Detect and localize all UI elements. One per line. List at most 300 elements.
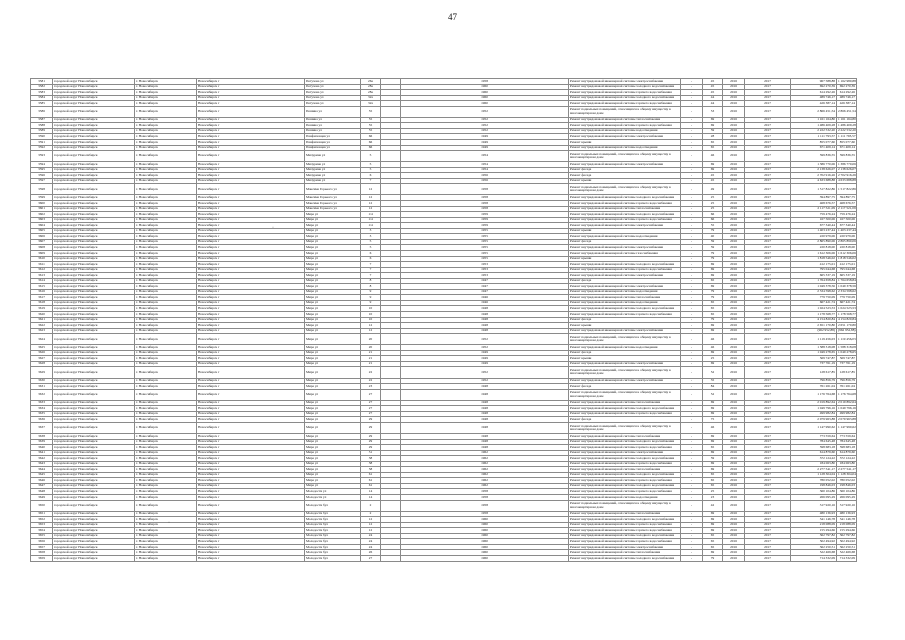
house-cell: 38 xyxy=(361,461,381,467)
city-cell: г. Новосибирск xyxy=(135,334,197,345)
table-row xyxy=(31,184,857,195)
city-cell: г. Новосибирск xyxy=(135,101,197,107)
start-year-cell: 2016 xyxy=(723,300,745,306)
end-year-cell: 2017 xyxy=(745,101,791,107)
district-cell: городской округ Новосибирск xyxy=(53,411,135,417)
house-cell: 7 xyxy=(361,262,381,268)
district-cell: городской округ Новосибирск xyxy=(53,483,135,489)
street-cell: Молодости бул xyxy=(305,544,361,550)
cost-cell: 614 292,26 xyxy=(791,90,837,96)
dash-cell: - xyxy=(681,528,703,534)
house-cell: 6 xyxy=(361,250,381,256)
work-type-cell: Ремонт внутридомовой инженерной системы теплоснабжения xyxy=(569,295,681,301)
work-type-cell: Ремонт внутридомовой инженерной системы теплоснабжения xyxy=(569,550,681,556)
work-type-cell: Ремонт внутридомовой инженерной системы холодного водоснабжения xyxy=(569,95,681,101)
end-year-cell: 2017 xyxy=(745,323,791,329)
total-cell: 2 865 890,06 xyxy=(838,239,856,244)
end-year-cell: 2017 xyxy=(745,345,791,351)
settlement-cell: Новосибирск г xyxy=(197,345,305,351)
district-cell: городской округ Новосибирск xyxy=(53,128,135,134)
house-cell: 12 xyxy=(361,522,381,528)
end-year-cell: 2017 xyxy=(745,406,791,412)
settlement-cell: Новосибирск г xyxy=(197,117,305,123)
cost-cell: 2 651 170,80 xyxy=(791,323,837,329)
dash-cell: - xyxy=(681,356,703,362)
settlement-cell: Новосибирск г xyxy=(197,317,305,323)
work-type-cell: Ремонт фасада xyxy=(569,239,681,245)
house-cell: 24 xyxy=(361,544,381,550)
year-cell: 1946 xyxy=(401,295,569,301)
dash-cell: - xyxy=(681,256,703,262)
street-cell: Молодости бул xyxy=(305,500,361,511)
total-cell: 1 403 237,44 xyxy=(838,228,856,233)
settlement-cell: Новосибирск г xyxy=(197,173,305,179)
dash-cell: - xyxy=(681,162,703,168)
area-cell: 65 xyxy=(703,140,723,146)
district-cell: городской округ Новосибирск xyxy=(53,311,135,317)
start-year-cell: 2016 xyxy=(723,439,745,445)
year-cell: 1948 xyxy=(401,422,569,433)
year-cell: 1955 xyxy=(401,239,569,245)
end-year-cell: 2017 xyxy=(745,173,791,179)
row-number: 3634 xyxy=(31,406,53,412)
district-cell: городской округ Новосибирск xyxy=(53,384,135,390)
end-year-cell: 2017 xyxy=(745,522,791,528)
row-number: 3644 xyxy=(31,467,53,473)
end-year-cell: 2017 xyxy=(745,311,791,317)
settlement-cell: Новосибирск г xyxy=(197,267,305,273)
start-year-cell: 2016 xyxy=(723,483,745,489)
end-year-cell: 2017 xyxy=(745,334,791,345)
start-year-cell: 2016 xyxy=(723,195,745,201)
dash-cell: - xyxy=(681,128,703,134)
house-cell: 29 xyxy=(361,434,381,440)
house-cell: 8 xyxy=(361,278,381,284)
settlement-cell: Новосибирск г xyxy=(197,500,305,511)
settlement-cell: Новосибирск г xyxy=(197,106,305,117)
street-cell: Мира ул xyxy=(305,384,361,390)
district-cell: городской округ Новосибирск xyxy=(53,306,135,312)
row-number: 3591 xyxy=(31,140,53,146)
district-cell: городской округ Новосибирск xyxy=(53,212,135,218)
city-cell: г. Новосибирск xyxy=(135,544,197,550)
dash-cell: - xyxy=(681,350,703,356)
district-cell: городской округ Новосибирск xyxy=(53,84,135,90)
start-year-cell: 2016 xyxy=(723,544,745,550)
year-cell: 1952 xyxy=(401,367,569,378)
city-cell: г. Новосибирск xyxy=(135,378,197,384)
cost-cell: 2 702 916,26 xyxy=(791,173,837,179)
dash-cell: - xyxy=(681,306,703,312)
end-year-cell: 2017 xyxy=(745,206,791,212)
district-cell: городской округ Новосибирск xyxy=(53,445,135,451)
dash-cell: - xyxy=(681,539,703,545)
row-number: 3618 xyxy=(31,300,53,306)
city-cell: г. Новосибирск xyxy=(135,467,197,473)
end-year-cell: 2017 xyxy=(745,356,791,362)
total-cell: 1 119 456,03 xyxy=(837,334,857,345)
district-cell: городской округ Новосибирск xyxy=(53,134,135,140)
settlement-cell: Новосибирск г xyxy=(197,461,305,467)
row-number: 3587 xyxy=(31,117,53,123)
cost-cell: 1 818 546,02 xyxy=(791,256,837,262)
year-cell: 1958 xyxy=(401,495,569,501)
row-number: 3582 xyxy=(31,84,53,90)
year-cell: 1955 xyxy=(401,250,569,256)
settlement-cell: Новосибирск г xyxy=(197,311,305,317)
area-cell: 65 xyxy=(703,300,723,306)
city-cell: г. Новосибирск xyxy=(135,400,197,406)
district-cell: городской округ Новосибирск xyxy=(53,389,135,400)
area-cell: 69 xyxy=(703,550,723,556)
year-cell: 1948 xyxy=(401,311,569,317)
year-cell: 1958 xyxy=(401,201,569,207)
city-cell: г. Новосибирск xyxy=(135,472,197,478)
end-year-cell: 2017 xyxy=(745,79,791,85)
row-number: 3594 xyxy=(31,162,53,168)
street-cell: Мира ул xyxy=(305,400,361,406)
cost-cell: 1 176 764,68 xyxy=(791,389,837,400)
street-cell: Мира ул xyxy=(305,389,361,400)
cost-cell: 362 797,82 xyxy=(791,533,837,539)
house-cell: 5 xyxy=(361,151,381,162)
year-cell: 1955 xyxy=(401,245,569,251)
settlement-cell: Новосибирск г xyxy=(197,539,305,545)
start-year-cell: 2016 xyxy=(723,239,745,245)
row-number: 3585 xyxy=(31,101,53,107)
city-cell: г. Новосибирск xyxy=(135,450,197,456)
dash-cell: - xyxy=(681,284,703,290)
year-cell: 1952 xyxy=(401,378,569,384)
year-cell: 1962 xyxy=(401,450,569,456)
start-year-cell: 2016 xyxy=(723,90,745,96)
street-cell: Мира ул xyxy=(305,234,361,240)
city-cell: г. Новосибирск xyxy=(135,311,197,317)
total-cell: 167 500,06 xyxy=(837,217,857,223)
dash-cell: - xyxy=(681,184,703,195)
year-cell: 1955 xyxy=(401,256,569,262)
start-year-cell: 2016 xyxy=(723,295,745,301)
work-type-cell: Ремонт внутридомовой инженерной системы электроснабжения xyxy=(569,273,681,279)
house-cell: 61 xyxy=(361,483,381,489)
year-cell: 1946 xyxy=(401,300,569,306)
settlement-cell: Новосибирск г xyxy=(197,278,305,284)
start-year-cell: 2016 xyxy=(723,245,745,251)
city-cell: г. Новосибирск xyxy=(135,79,197,85)
total-cell: 569 747,87 xyxy=(837,356,857,362)
total-cell: 598 683,18 xyxy=(837,445,857,451)
cost-cell: 1 764 658,84 xyxy=(791,278,837,284)
end-year-cell: 2017 xyxy=(745,367,791,378)
area-cell: 45 xyxy=(703,178,723,184)
dash-cell: - xyxy=(681,328,703,334)
district-cell: городской округ Новосибирск xyxy=(53,140,135,146)
start-year-cell: 2016 xyxy=(723,361,745,367)
total-cell: 1 517 822,86 xyxy=(837,184,857,195)
area-cell: 84 xyxy=(703,384,723,390)
work-type-cell: Ремонт внутридомовой инженерной системы водоотведения xyxy=(569,300,681,306)
district-cell: городской округ Новосибирск xyxy=(53,489,135,495)
house-cell: 21 xyxy=(361,361,381,367)
cost-cell: 362 250,51 xyxy=(791,544,837,550)
start-year-cell: 2016 xyxy=(723,367,745,378)
cost-cell: 2 866 451,54 xyxy=(791,106,837,117)
cost-cell: 598 683,18 xyxy=(791,445,837,451)
street-cell: Максима Горького ул xyxy=(305,206,361,212)
settlement-cell: Новосибирск г xyxy=(197,90,305,96)
year-cell: 1958 xyxy=(401,184,569,195)
year-cell: 1948 xyxy=(401,445,569,451)
total-cell: 761 261,04 xyxy=(837,384,857,390)
house-cell: 12 xyxy=(361,328,381,334)
row-number: 3588 xyxy=(31,123,53,129)
year-cell: 1949 xyxy=(401,356,569,362)
work-type-cell: Ремонт внутридомовой инженерной системы теплоснабжения xyxy=(569,467,681,473)
work-type-cell: Ремонт внутридомовой инженерной системы горячего водоснабжения xyxy=(569,201,681,207)
settlement-cell: Новосибирск г xyxy=(197,439,305,445)
street-cell: Мира ул xyxy=(305,245,361,251)
total-cell: 1 486 409,28 xyxy=(838,122,856,127)
settlement-cell: Новосибирск г xyxy=(197,417,305,423)
city-cell: г. Новосибирск xyxy=(135,223,197,229)
work-type-cell: Ремонт фасада xyxy=(569,173,681,179)
year-cell: 1949 xyxy=(401,140,569,146)
city-cell: г. Новосибирск xyxy=(135,273,197,279)
street-cell: Молодости бул xyxy=(305,511,361,517)
total-cell: 1 049 378,56 xyxy=(838,283,856,288)
end-year-cell: 2017 xyxy=(745,145,791,151)
house-cell: 22 xyxy=(361,367,381,378)
cost-cell: 1 161 164,80 xyxy=(791,117,837,123)
district-cell: городской округ Новосибирск xyxy=(53,79,135,85)
total-cell: 4 633 688,88 xyxy=(838,178,856,183)
house-cell: 9 xyxy=(361,300,381,306)
city-cell: г. Новосибирск xyxy=(135,145,197,151)
settlement-cell: Новосибирск г xyxy=(197,306,305,312)
row-number: 3620 xyxy=(31,311,53,317)
area-cell: 55 xyxy=(703,223,723,229)
city-cell: г. Новосибирск xyxy=(135,511,197,517)
dash-cell: - xyxy=(681,522,703,528)
dash-cell: - xyxy=(681,417,703,423)
end-year-cell: 2017 xyxy=(745,550,791,556)
year-cell: 1949 xyxy=(401,361,569,367)
house-cell: 29 xyxy=(361,445,381,451)
start-year-cell: 2016 xyxy=(723,123,745,129)
dash-cell: - xyxy=(681,234,703,240)
street-cell: Мира ул xyxy=(305,317,361,323)
start-year-cell: 2016 xyxy=(723,328,745,334)
row-number: 3606 xyxy=(31,234,53,240)
district-cell: городской округ Новосибирск xyxy=(53,472,135,478)
house-cell: 23 xyxy=(361,384,381,390)
row-number: 3657 xyxy=(31,544,53,550)
end-year-cell: 2017 xyxy=(745,439,791,445)
start-year-cell: 2016 xyxy=(723,384,745,390)
start-year-cell: 2016 xyxy=(723,234,745,240)
street-cell: Молодости бул xyxy=(305,528,361,534)
dash-cell: - xyxy=(681,95,703,101)
area-cell: 65 xyxy=(703,544,723,550)
house-cell: 20 xyxy=(361,345,381,351)
row-number: 3635 xyxy=(31,411,53,417)
year-cell: 1949 xyxy=(401,134,569,140)
end-year-cell: 2017 xyxy=(745,500,791,511)
street-cell: Мира ул xyxy=(305,450,361,456)
district-cell: городской округ Новосибирск xyxy=(53,201,135,207)
street-cell: Пешина ул xyxy=(305,117,361,123)
area-cell: 44 xyxy=(703,101,723,107)
year-cell: 1948 xyxy=(401,417,569,423)
work-type-cell: Ремонт фасада xyxy=(569,317,681,323)
total-cell: 1 162 980,88 xyxy=(838,78,856,83)
city-cell: г. Новосибирск xyxy=(135,422,197,433)
settlement-cell: Новосибирск г xyxy=(197,123,305,129)
end-year-cell: 2017 xyxy=(745,422,791,433)
area-cell: 59 xyxy=(703,128,723,134)
city-cell: г. Новосибирск xyxy=(135,173,197,179)
empty-cell xyxy=(381,367,401,378)
start-year-cell: 2016 xyxy=(723,201,745,207)
total-cell: 780 052,02 xyxy=(837,478,857,484)
dash-cell: - xyxy=(681,123,703,129)
district-cell: городской округ Новосибирск xyxy=(53,245,135,251)
row-number: 3621 xyxy=(31,317,53,323)
work-type-cell: Ремонт внутридомовой инженерной системы холодного водоснабжения xyxy=(569,306,681,312)
city-cell: г. Новосибирск xyxy=(135,284,197,290)
street-cell: Мира ул xyxy=(305,345,361,351)
start-year-cell: 2016 xyxy=(723,378,745,384)
house-cell: 55 xyxy=(361,106,381,117)
city-cell: г. Новосибирск xyxy=(135,162,197,168)
work-type-cell: Ремонт внутридомовой инженерной системы электроснабжения xyxy=(569,328,681,334)
work-type-cell: Ремонт внутридомовой инженерной системы водоотведения xyxy=(569,345,681,351)
year-cell: 1952 xyxy=(401,345,569,351)
city-cell: г. Новосибирск xyxy=(135,256,197,262)
dash-cell: - xyxy=(681,411,703,417)
district-cell: городской округ Новосибирск xyxy=(53,345,135,351)
district-cell: городской округ Новосибирск xyxy=(53,234,135,240)
start-year-cell: 2016 xyxy=(723,289,745,295)
row-number: 3643 xyxy=(31,461,53,467)
dash-cell: - xyxy=(681,384,703,390)
total-cell: 502 494,92 xyxy=(837,539,857,545)
total-cell: 394 897,75 xyxy=(837,195,857,201)
city-cell: г. Новосибирск xyxy=(135,478,197,484)
year-cell: 1958 xyxy=(401,489,569,495)
year-cell: 1948 xyxy=(401,384,569,390)
work-type-cell: Ремонт внутридомовой инженерной системы горячего водоснабжения xyxy=(569,489,681,495)
area-cell: 46 xyxy=(703,345,723,351)
street-cell: Мира ул xyxy=(305,217,361,223)
start-year-cell: 2016 xyxy=(723,106,745,117)
row-number: 3592 xyxy=(31,145,53,151)
area-cell: 65 xyxy=(703,539,723,545)
settlement-cell: Новосибирск г xyxy=(197,178,305,184)
settlement-cell: Новосибирск г xyxy=(197,422,305,433)
end-year-cell: 2017 xyxy=(745,489,791,495)
dash-cell: - xyxy=(681,345,703,351)
city-cell: г. Новосибирск xyxy=(135,445,197,451)
house-cell: 10 xyxy=(361,306,381,312)
table-row xyxy=(31,500,857,511)
year-cell: 1958 xyxy=(401,79,569,85)
street-cell: Мира ул xyxy=(305,406,361,412)
dash-cell: - xyxy=(681,439,703,445)
city-cell: г. Новосибирск xyxy=(135,217,197,223)
end-year-cell: 2017 xyxy=(745,434,791,440)
district-cell: городской округ Новосибирск xyxy=(53,317,135,323)
district-cell: городской округ Новосибирск xyxy=(53,539,135,545)
cost-cell: 2 334 598,62 xyxy=(791,289,837,295)
start-year-cell: 2016 xyxy=(723,406,745,412)
start-year-cell: 2016 xyxy=(723,284,745,290)
row-number: 3604 xyxy=(31,223,53,229)
dash-cell: - xyxy=(681,134,703,140)
cost-cell: 1 517 822,86 xyxy=(791,184,837,195)
end-year-cell: 2017 xyxy=(745,295,791,301)
area-cell: 65 xyxy=(703,145,723,151)
settlement-cell: Новосибирск г xyxy=(197,145,305,151)
district-cell: городской округ Новосибирск xyxy=(53,439,135,445)
district-cell: городской округ Новосибирск xyxy=(53,167,135,173)
cost-cell: 569 747,87 xyxy=(791,356,837,362)
end-year-cell: 2017 xyxy=(745,384,791,390)
street-cell: Мира ул xyxy=(305,273,361,279)
row-number: 3610 xyxy=(31,256,53,262)
settlement-cell: Новосибирск г xyxy=(197,467,305,473)
street-cell: Мира ул xyxy=(305,250,361,256)
house-cell: 12 xyxy=(361,323,381,329)
city-cell: г. Новосибирск xyxy=(135,356,197,362)
cost-cell: 489 746,17 xyxy=(791,95,837,101)
table-row xyxy=(31,106,857,117)
start-year-cell: 2016 xyxy=(723,472,745,478)
district-cell: городской округ Новосибирск xyxy=(53,250,135,256)
district-cell: городской округ Новосибирск xyxy=(53,450,135,456)
start-year-cell: 2016 xyxy=(723,178,745,184)
dash-cell: - xyxy=(681,550,703,556)
scan-dot: · xyxy=(168,520,170,526)
start-year-cell: 2016 xyxy=(723,173,745,179)
cost-cell: 1 111 793,57 xyxy=(791,134,837,140)
cost-cell: 341 146,78 xyxy=(791,517,837,523)
dash-cell: - xyxy=(681,472,703,478)
year-cell: 1948 xyxy=(401,411,569,417)
settlement-cell: Новосибирск г xyxy=(197,411,305,417)
dash-cell: - xyxy=(681,450,703,456)
dash-cell: - xyxy=(681,140,703,146)
city-cell: г. Новосибирск xyxy=(135,323,197,329)
cost-cell: 218 088,09 xyxy=(791,522,837,528)
year-cell: 1949 xyxy=(401,145,569,151)
year-cell: 1948 xyxy=(401,306,569,312)
city-cell: г. Новосибирск xyxy=(135,517,197,523)
street-cell: Мичурина ул xyxy=(305,162,361,168)
city-cell: г. Новосибирск xyxy=(135,533,197,539)
street-cell: Мира ул xyxy=(305,289,361,295)
area-cell: 79 xyxy=(703,256,723,262)
house-cell: 22 xyxy=(361,378,381,384)
city-cell: г. Новосибирск xyxy=(135,456,197,462)
district-cell: городской округ Новосибирск xyxy=(53,145,135,151)
house-cell: 8 xyxy=(361,284,381,290)
settlement-cell: Новосибирск г xyxy=(197,378,305,384)
city-cell: г. Новосибирск xyxy=(135,128,197,134)
year-cell: 1954 xyxy=(401,167,569,173)
work-type-cell: Ремонт внутридомовой инженерной системы холодного водоснабжения xyxy=(569,406,681,412)
total-cell: 855 077,60 xyxy=(837,140,857,146)
